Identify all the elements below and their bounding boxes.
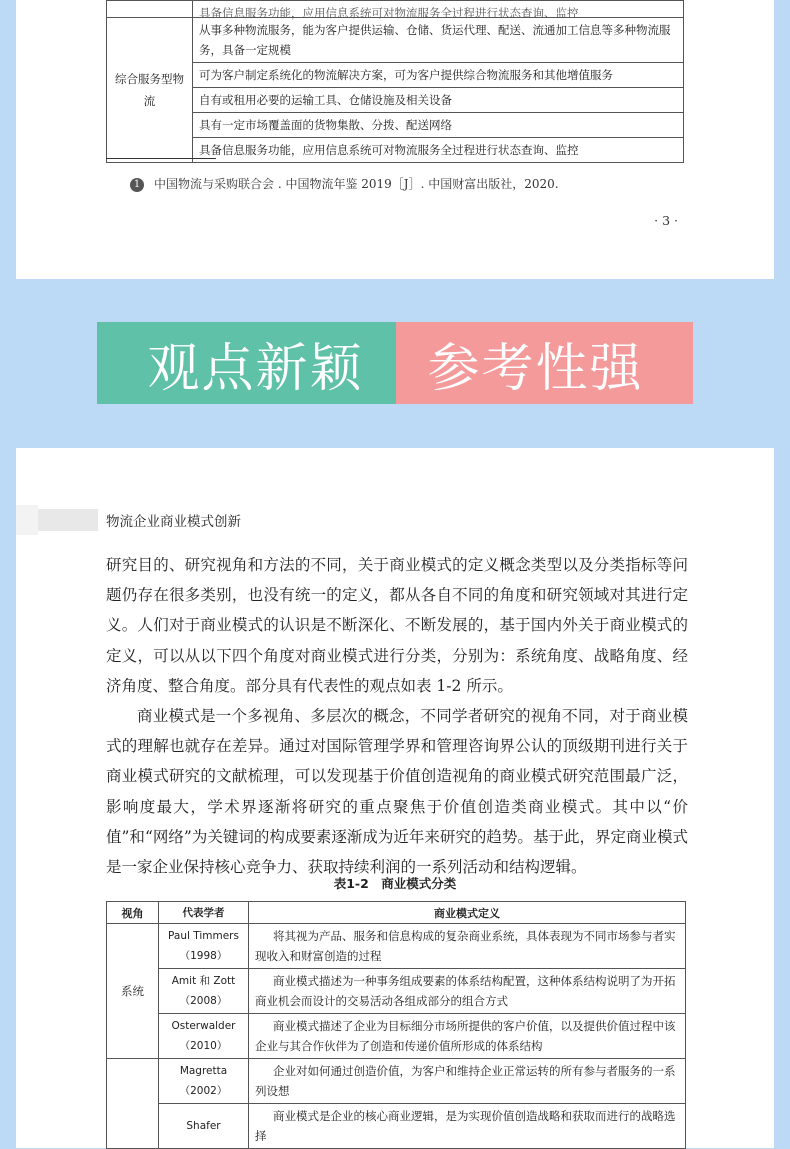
table-row xyxy=(107,18,684,63)
author-name: Shafer xyxy=(186,1120,221,1132)
author-name: Magretta xyxy=(179,1065,228,1077)
logistics-type-table xyxy=(106,0,684,163)
author-cell xyxy=(159,924,249,969)
table-caption: 表1-2 商业模式分类 xyxy=(333,876,457,891)
table-row xyxy=(107,1104,686,1149)
running-header: 物流企业商业模式创新 xyxy=(106,514,241,530)
author-cell xyxy=(159,1059,249,1104)
table-cell: 自有或租用必要的运输工具、仓储设施及相关设备 xyxy=(193,88,684,113)
table-cell: 具有一定市场覆盖面的货物集散、分拨、配送网络 xyxy=(193,113,684,138)
banner-left-text: 观点新颖 xyxy=(97,322,396,404)
table-cell: 从事多种物流服务，能为客户提供运输、仓储、货运代理、配送、流通加工信息等多种物流服务，具备一定规模 xyxy=(193,18,684,63)
paragraph: 研究目的、研究视角和方法的不同，关于商业模式的定义概念类型以及分类指标等问题仍存在很多类别，也没有统一的定义，都从各自不同的角度和研究领域对其进行定义。人们对于商业模式的认识是不断深化、不断发展的，基于国内外关于商业模式的定义，可以从以下四个角度对商业模式进行分类，分别为：系统角度、战略角度、经济角度、整合角度。部分具有代表性的观点如表 1-2 所示。 xyxy=(106,556,688,695)
table-cell xyxy=(193,1,684,18)
footnote-number-icon: 1 xyxy=(130,178,144,192)
footnote-text: 中国物流与采购联合会 . 中国物流年鉴 2019［J］. 中国财富出版社，2020. xyxy=(154,177,559,191)
column-header: 代表学者 xyxy=(159,902,249,924)
table-row xyxy=(107,1014,686,1059)
table-row xyxy=(107,1,684,18)
business-model-table xyxy=(106,901,686,1149)
header-decoration xyxy=(16,505,38,535)
column-header: 商业模式定义 xyxy=(249,902,686,924)
author-year: （1998） xyxy=(179,950,228,962)
category-cell: 综合服务型物流 xyxy=(107,18,193,163)
author-cell xyxy=(159,1104,249,1149)
perspective-cell: 系统 xyxy=(107,924,159,1059)
banner-right-text: 参考性强 xyxy=(396,322,693,404)
previous-page xyxy=(16,0,774,279)
current-page xyxy=(16,448,774,1148)
author-year: （2008） xyxy=(179,995,228,1007)
author-year: （2002） xyxy=(179,1085,228,1097)
definition-cell: 商业模式描述了企业为目标细分市场所提供的客户价值，以及提供价值过程中该企业与其合作伙伴为了创造和传递价值所形成的体系结构 xyxy=(249,1014,686,1059)
table-header-row xyxy=(107,902,686,924)
table-cell: 可为客户制定系统化的物流解决方案，可为客户提供综合物流服务和其他增值服务 xyxy=(193,63,684,88)
table-row xyxy=(107,88,684,113)
definition-cell: 商业模式是企业的核心商业逻辑，是为实现价值创造战略和获取而进行的战略选择 xyxy=(249,1104,686,1149)
perspective-cell xyxy=(107,1059,159,1149)
table-row xyxy=(107,113,684,138)
footnote xyxy=(130,175,559,192)
definition-cell: 商业模式描述为一种事务组成要素的体系结构配置，这种体系结构说明了为开拓商业机会而设计的交易活动各组成部分的组合方式 xyxy=(249,969,686,1014)
author-year: （2010） xyxy=(179,1040,228,1052)
paragraph: 商业模式是一个多视角、多层次的概念，不同学者研究的视角不同，对于商业模式的理解也就存在差异。通过对国际管理学界和管理咨询界公认的顶级期刊进行关于商业模式研究的文献梳理，可以发现基于价值创造视角的商业模式研究范围最广泛，影响度最大，学术界逐渐将研究的重点聚焦于价值创造类商业模式。其中以“价值”和“网络”为关键词的构成要素逐渐成为近年来研究的趋势。基于此，界定商业模式是一家企业保持核心竞争力、获取持续利润的一系列活动和结构逻辑。 xyxy=(106,707,688,877)
table-cell xyxy=(107,1,193,18)
table-cell: 具备信息服务功能，应用信息系统可对物流服务全过程进行状态查询、监控 xyxy=(193,138,684,163)
author-name: Paul Timmers xyxy=(168,930,239,942)
definition-cell: 企业对如何通过创造价值，为客户和维持企业正常运转的所有参与者服务的一系列设想 xyxy=(249,1059,686,1104)
table-row xyxy=(107,924,686,969)
page-number: · 3 · xyxy=(654,213,678,228)
author-name: Amit 和 Zott xyxy=(171,975,236,987)
author-name: Osterwalder xyxy=(171,1020,236,1032)
column-header: 视角 xyxy=(107,902,159,924)
promo-banner xyxy=(97,322,693,404)
definition-cell: 将其视为产品、服务和信息构成的复杂商业系统，具体表现为不同市场参与者实现收入和财富创造的过程 xyxy=(249,924,686,969)
author-cell xyxy=(159,969,249,1014)
footnote-divider xyxy=(106,158,216,159)
author-cell xyxy=(159,1014,249,1059)
table-row xyxy=(107,63,684,88)
body-text xyxy=(106,550,688,882)
cropped-row-text: 具备信息服务功能，应用信息系统可对物流服务全过程进行状态查询、监控 xyxy=(199,6,579,20)
table-row xyxy=(107,969,686,1014)
table-row xyxy=(107,1059,686,1104)
header-decoration xyxy=(38,509,98,531)
